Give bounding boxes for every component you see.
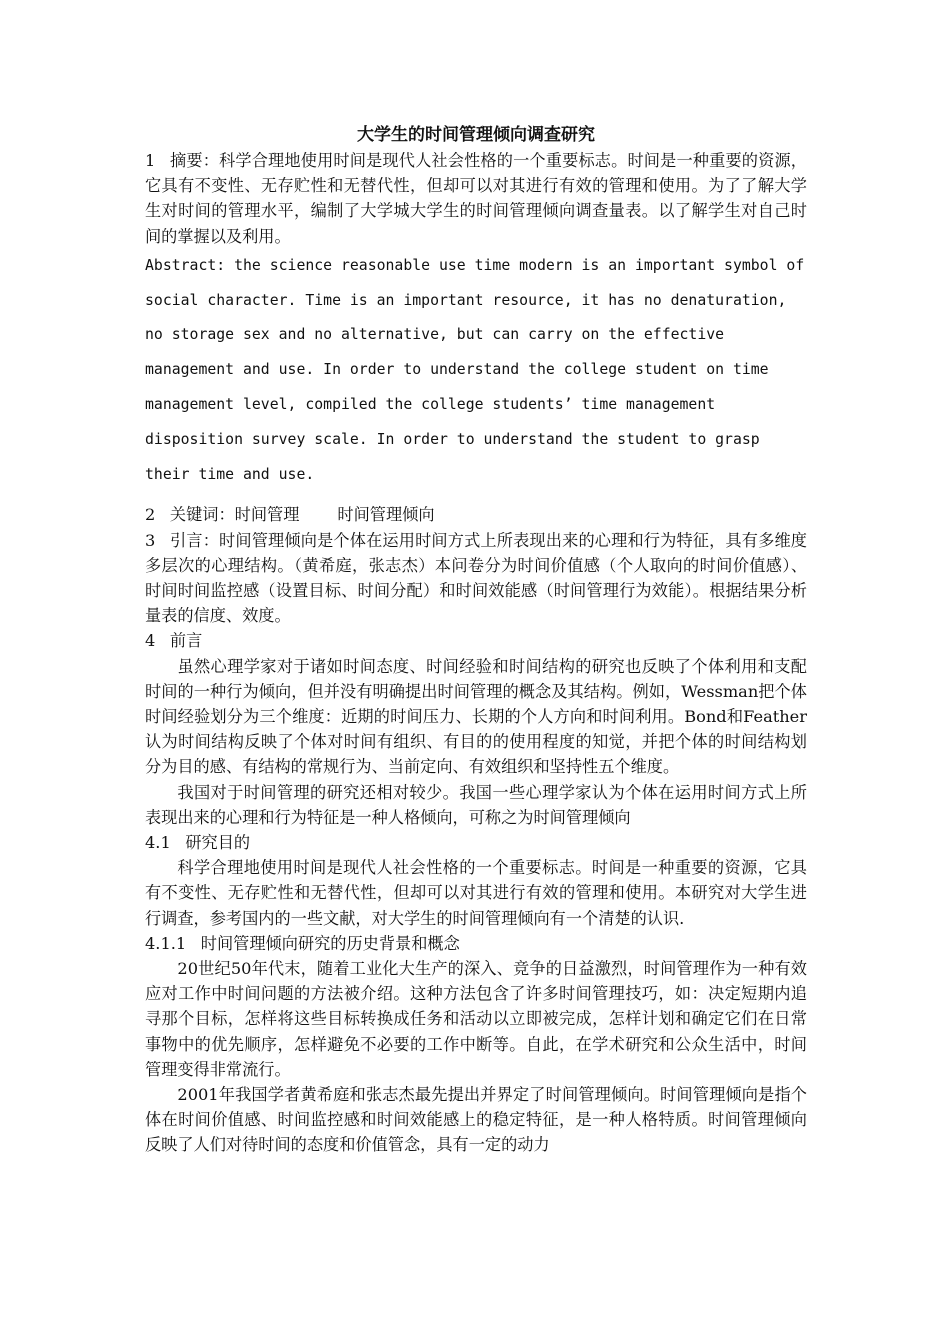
section-number: 4.1: [145, 833, 171, 853]
document-title: 大学生的时间管理倾向调查研究: [357, 125, 595, 145]
keywords-second: 时间管理倾向: [337, 505, 435, 525]
abstract-cn-text: 摘要：科学合理地使用时间是现代人社会性格的一个重要标志。时间是一种重要的资源，它具有不变性、无存贮性和无替代性，但却可以对其进行有效的管理和使用。为了了解大学生对时间的管理水平，编制了大学城大学生的时间管理倾向调查量表。以了解学生对自己时间的掌握以及利用。: [145, 151, 807, 246]
keywords: [145, 502, 807, 527]
section-4-1-paragraph: 科学合理地使用时间是现代人社会性格的一个重要标志。时间是一种重要的资源，它具有不变性、无存贮性和无替代性，但却可以对其进行有效的管理和使用。本研究对大学生进行调查，参考国内的一些文献，对大学生的时间管理倾向有一个清楚的认识.: [145, 858, 807, 928]
document-body: [145, 124, 807, 1158]
introduction-text: 引言：时间管理倾向是个体在运用时间方式上所表现出来的心理和行为特征，具有多维度多层次的心理结构。（黄希庭，张志杰）本问卷分为时间价值感（个人取向的时间价值感）、时间时间监控感（设置目标、时间分配）和时间效能感（时间管理行为效能）。根据结果分析量表的信度、效度。: [145, 530, 807, 626]
section-number: 4.1.1: [145, 933, 187, 953]
preface-paragraph-1: 虽然心理学家对于诸如时间态度、时间经验和时间结构的研究也反映了个体利用和支配时间的一种行为倾向，但并没有明确提出时间管理的概念及其结构。例如，Wessman把个体时间经验划分为三个维度：近期的时间压力、长期的个人方向和时间利用。Bond和Feather认为时间结构反映了个体对时间有组织、有目的的使用程度的知觉，并把个体的时间结构划分为目的感、有结构的常规行为、当前定向、有效组织和坚持性五个维度。: [145, 656, 807, 777]
preface-heading: [145, 628, 807, 653]
abstract-en: Abstract: the science reasonable use time modern is an important symbol of social character. Time is an important resource, it has no denaturation, no storage sex and no alternative, but can carry on the effective management and use. In order to understand the college student on time management level, compiled the college students’ time management disposition survey scale. In order to understand the student to grasp their time and use.: [145, 256, 805, 483]
section-number: 4: [145, 631, 156, 651]
section-number: 2: [145, 505, 156, 525]
preface-heading-text: 前言: [169, 631, 203, 651]
abstract-cn: [145, 148, 807, 249]
section-4-1-1-paragraph-2: 2001年我国学者黄希庭和张志杰最先提出并界定了时间管理倾向。时间管理倾向是指个体在时间价值感、时间监控感和时间效能感上的稳定特征，是一种人格特质。时间管理倾向反映了人们对待时间的态度和价值管念，具有一定的动力: [145, 1085, 807, 1155]
keywords-label: 关键词：时间管理: [169, 505, 300, 525]
introduction: [145, 528, 807, 629]
section-4-1-1-paragraph-1: 20世纪50年代末，随着工业化大生产的深入、竞争的日益激烈，时间管理作为一种有效应对工作中时间问题的方法被介绍。这种方法包含了许多时间管理技巧，如：决定短期内追寻那个目标，怎样将这些目标转换成任务和活动以立即被完成，怎样计划和确定它们在日常事物中的优先顺序，怎样避免不必要的工作中断等。自此，在学术研究和公众生活中，时间管理变得非常流行。: [145, 959, 807, 1079]
section-number: 1: [145, 151, 156, 170]
section-4-1-1-heading-text: 时间管理倾向研究的历史背景和概念: [200, 933, 460, 953]
section-4-1-heading-text: 研究目的: [185, 833, 251, 853]
section-number: 3: [145, 530, 156, 550]
section-4-1-1-heading: [145, 931, 807, 956]
section-4-1-heading: [145, 830, 807, 855]
preface-paragraph-2: 我国对于时间管理的研究还相对较少。我国一些心理学家认为个体在运用时间方式上所表现出来的心理和行为特征是一种人格倾向，可称之为时间管理倾向: [145, 782, 807, 827]
